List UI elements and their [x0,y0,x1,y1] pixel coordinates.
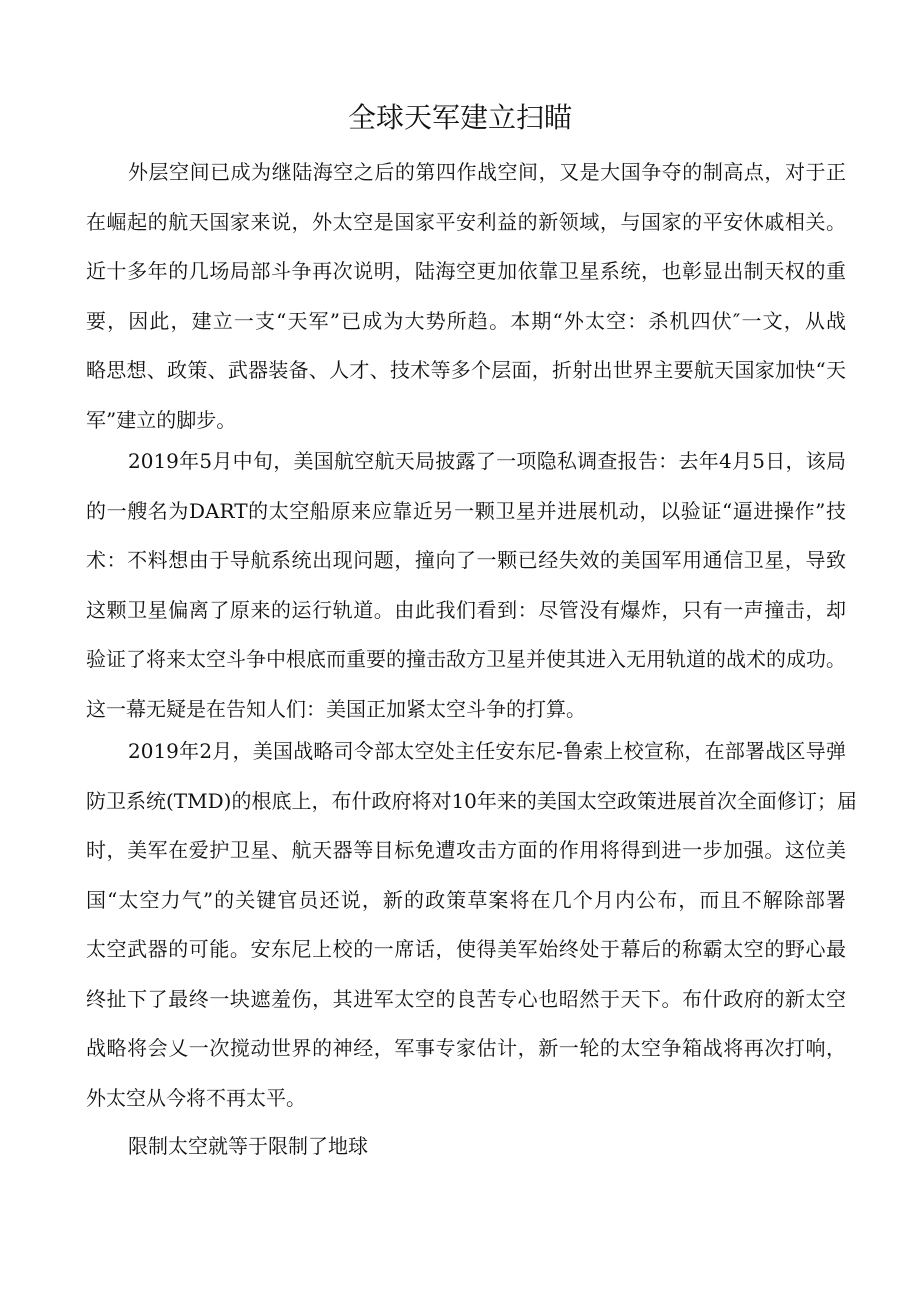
paragraph-line: 这一幕无疑是在告知人们：美国正加紧太空斗争的打算。 [86,696,586,721]
paragraph-line: 防卫系统(TMD)的根底上，布什政府将对10年来的美国太空政策进展首次全面修订；届 [86,788,857,813]
paragraph-line: 外层空间已成为继陆海空之后的第四作战空间，又是大国争夺的制高点，对于正 [128,160,846,184]
paragraph-line: 外太空从今将不再太平。 [86,1085,306,1110]
paragraph-line: 2019年5月中旬，美国航空航天局披露了一项隐私调查报告：去年4月5日，该局 [128,449,846,473]
paragraph-line: 时，美军在爱护卫星、航天器等目标免遭攻击方面的作用将得到进一步加强。这位美 [86,838,846,862]
paragraph-line: 太空武器的可能。安东尼上校的一席话，使得美军始终处于幕后的称霸太空的野心最 [86,937,846,961]
paragraph-line: 这颗卫星偏离了原来的运行轨道。由此我们看到：尽管没有爆炸，只有一声撞击，却 [86,597,846,622]
paragraph-line: 2019年2月，美国战略司令部太空处主任安东尼-鲁索上校宣称，在部署战区导弹 [128,739,846,763]
paragraph-line: 近十多年的几场局部斗争再次说明，陆海空更加依靠卫星系统，也彰显出制天权的重 [86,259,846,283]
paragraph-line: 战略将会乂一次搅动世界的神经，军事专家估计，新一轮的太空争箱战将再次打响， [86,1036,846,1060]
paragraph-intro [86,148,846,445]
paragraph-line: 国“太空力气”的关键官员还说，新的政策草案将在几个月内公布，而且不解除部署 [86,887,846,912]
paragraph-policy [86,727,857,1123]
document-title: 全球天军建立扫瞄 [347,101,572,134]
paragraph-line: 略思想、政策、武器装备、人才、技术等多个层面，折射出世界主要航天国家加快“天 [86,358,846,382]
paragraph-line: 术：不料想由于导航系统出现问题，撞向了一颗已经失效的美国军用通信卫星，导致 [86,548,846,572]
paragraph-line: 验证了将来太空斗争中根底而重要的撞击敌方卫星并使其进入无用轨道的战术的成功。 [86,647,846,671]
paragraph-line: 终扯下了最终一块遮羞伤，其进军太空的良苦专心也昭然于天下。布什政府的新太空 [86,986,846,1011]
paragraph-line: 在崛起的航天国家来说，外太空是国家平安利益的新领域，与国家的平安休戚相关。 [86,209,846,234]
paragraph-line: 的一艘名为DART的太空船原来应靠近另一颗卫星并进展机动，以验证“逼进操作”技 [86,498,846,523]
paragraph-line: 军”建立的脚步。 [86,407,237,432]
paragraph-line: 要，因此，建立一支“天军”已成为大势所趋。本期“外太空：杀机四伏″一文，从战 [86,308,846,333]
paragraph-dart [86,437,846,734]
section-heading [86,1122,846,1172]
section-heading-text: 限制太空就等于限制了地球 [128,1134,368,1158]
